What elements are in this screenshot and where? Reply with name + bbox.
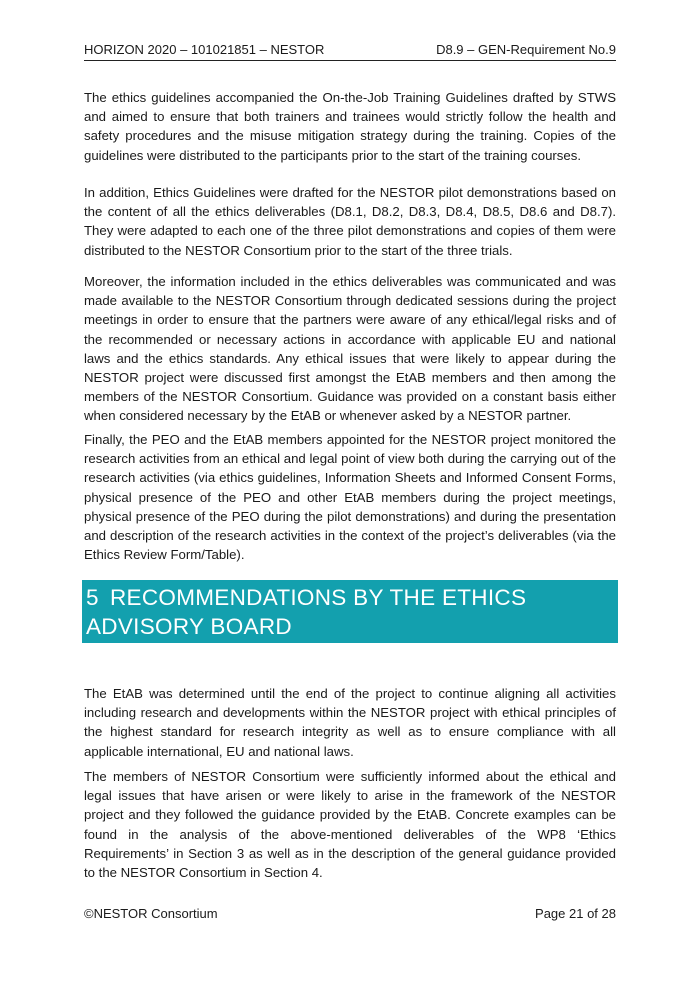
paragraph-consortium-informed: The members of NESTOR Consortium were sufficiently informed about the ethical and legal issues that have arisen or were likely to arise in the framework of the NESTOR project and they followed the guidance provided by the EtAB. Concrete examples can be found in the analysis of the above-mentioned deliverables of the WP8 ‘Ethics Requirements’ in Section 3 as well as in the description of the general guidance provided to the NESTOR Consortium in Section 4. bbox=[84, 769, 616, 881]
footer-copyright: ©NESTOR Consortium bbox=[84, 906, 218, 921]
paragraph-monitoring: Finally, the PEO and the EtAB members appointed for the NESTOR project monitored the research activities from an ethical and legal point of view both during the carrying out of the research activities (via ethics guidelines, Information Sheets and Informed Consent Forms, physical presence of the PEO and other EtAB members during the project meetings, physical presence of the PEO during the pilot demonstrations) and during the presentation and description of the research activities in the context of the project’s deliverables (via the Ethics Review Form/Table). bbox=[84, 432, 616, 563]
section-title: RECOMMENDATIONS BY THE ETHICS ADVISORY BOARD bbox=[86, 585, 527, 639]
section-heading bbox=[82, 580, 618, 643]
section-number: 5 bbox=[86, 585, 99, 610]
paragraph-ethics-communication: Moreover, the information included in the ethics deliverables was communicated and was made available to the NESTOR Consortium through dedicated sessions during the project meetings in order to ensure that the partners were aware of any ethical/legal risks and of the recommended or necessary actions in accordance with applicable EU and national laws and the ethics standards. Any ethical issues that were likely to appear during the NESTOR project were discussed first amongst the EtAB members and then among the members of the NESTOR Consortium. Guidance was provided on a constant basis either when considered necessary by the EtAB or whenever asked by a NESTOR partner. bbox=[84, 274, 616, 424]
header-project-id: HORIZON 2020 – 101021851 – NESTOR bbox=[84, 42, 325, 57]
footer-page-number: Page 21 of 28 bbox=[535, 906, 616, 921]
paragraph-pilot-guidelines: In addition, Ethics Guidelines were drafted for the NESTOR pilot demonstrations based on the content of all the ethics deliverables (D8.1, D8.2, D8.3, D8.4, D8.5, D8.6 and D8.7). They were adapted to each one of the three pilot demonstrations and copies of them were distributed to the NESTOR Consortium prior to the start of the three trials. bbox=[84, 185, 616, 258]
header-deliverable-id: D8.9 – GEN-Requirement No.9 bbox=[436, 42, 616, 57]
paragraph-training-guidelines: The ethics guidelines accompanied the On-the-Job Training Guidelines drafted by STWS and aimed to ensure that both trainers and trainees would strictly follow the health and safety procedures and the misuse mitigation strategy during the training. Copies of the guidelines were distributed to the participants prior to the start of the training courses. bbox=[84, 90, 616, 163]
paragraph-etab-commitment: The EtAB was determined until the end of the project to continue aligning all activities including research and developments within the NESTOR project with ethical principles of the highest standard for research integrity as well as to ensure compliance with all applicable international, EU and national laws. bbox=[84, 686, 616, 759]
page-header bbox=[84, 40, 616, 61]
